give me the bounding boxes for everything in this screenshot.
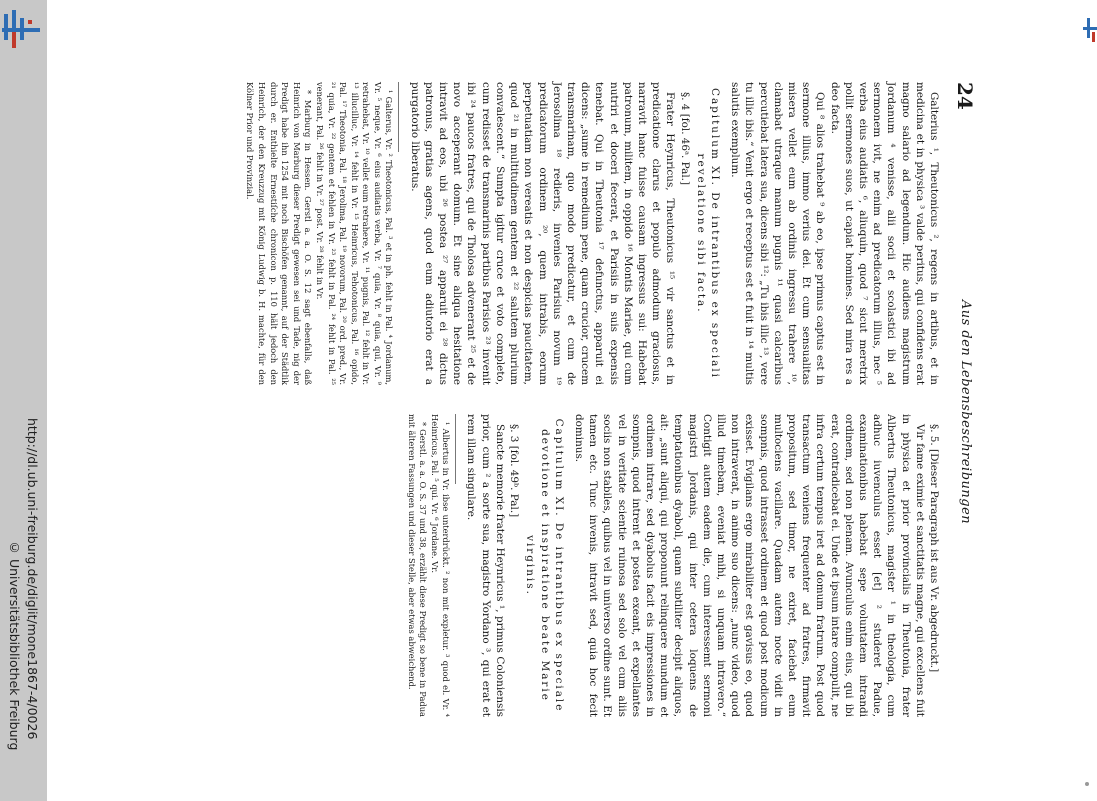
footnote: ¹ Albertus in Vr. ibse unterdrückt. ² non mit expletur. ³ quod el. Vr. ⁴ Heinricus, Pal. ⁵ qui. Vr. ⁶ Jordane. Vr. (429, 414, 452, 717)
chapter-heading: Capitulum XI. De intrantibus ex speciali revelatione sibi facta. (694, 88, 721, 379)
left-column (244, 82, 941, 385)
scanned-page-area (147, 82, 977, 722)
viewer-sidebar (0, 0, 47, 801)
footnote: * Marburg in Hessen. Gerstl a. a. O. S. 12 sagt ebenfalls, daß Heinrich von Marburg dieser Predigt gewesen sei und Tade, nig der Predigt habe ihn 1254 mit noch Bischöfen genannt, auf der Städtlik durch er. Enthielte Ernestiſche chronicon p. 110 hält jedoch den Heinrich, der den Kreuzzug mit König Ludwig b. H. machte, für den Kölner Prior und Provinzial. (245, 82, 314, 385)
section-reference: §. 3 [fol. 49ᵇ. Pal.] (508, 424, 521, 518)
section-reference: §. 4 [fol. 46ᵃ. Pal.] (678, 92, 691, 186)
section-reference: §. 5. [Dieser Paragraph ist aus Vr. abgedruckt.] (928, 424, 940, 673)
page-number: 24 (953, 82, 977, 110)
scanned-page (147, 82, 977, 722)
paragraph: Vir fame eximie et sanctitatis magne, qui excellens fuit in physica et prior provincialis in Theutonia, frater Albertus Theutonicus, magister ¹ in theologia, cum adhuc iuvenculus esset [et] ² studeret Padue, examinationibus habebat sepe voluntatem intrandi ordinem, sed non plenam. Avunculus enim eius, qui ibi erat, contradicebat ei. Unde et ipsum intare compulit, ne infra certum tempus iret ad domum fratrum. Post quod transactum veniens frequenter ad fratres, firmavit propositum, sed timor, ne exiret, faciebat eum multociens vacillare. Quadam autem nocte vidit in sompnis, quod intrasset ordinem et quod post modicum exisset. Evigilans ergo mirabiliter est gavisus eo, quod non intraverat, in animo suo dicens: „nunc video, quod illud timebam, eveniat mihi, si unquam intravero.“ Contigit autem eadem die, cum interessemt sermoni magistri Jordanis, qui inter cetera loquens de temptationibus dyaboli, quam subtiliter decipit aliquos, ait: „sunt aliqui, qui proponunt relinquere mundum et ordinem intrare, sed dyabolus facit eis impressiones in sompnis, quod intrent et postea exeant, et expellantes vel in veritate scientie ruinosa sed solo vel cum aliis sociis non stabiles, quibus vel in universo ordine sunt. Et tamen etc. Tunc invenis, intravit sed, quia hoc fecit dominus. (572, 414, 926, 717)
right-column (405, 414, 941, 717)
footnote: ¹ Galterus, Vr. ² Theotonicus, Pal. ³ et in ph. fehlt in Pal. ⁴ Jordanum, Vr. ⁵ neque, Vr. ⁶ eius audiatis verba, Vr. ⁷ quia, Vr. ⁸ quia, qui, Vr. ⁹ retrahebat, Vr. ¹⁰ vellet eum retrahere, Vr. ¹¹ pugnis, Pal. ¹² fehlt in Vr. ¹³ illucilluc, Vr. ¹⁴ fehlt in Vr. ¹⁵ Heinricus, Tehotonicus, Pal. ¹⁶ opido, Pal. ¹⁷ Theotonia, Pal. ¹⁸ Jerolima, Pal. ¹⁹ novorum, Pal. ²⁰ ord. pred., Vr. ²¹ quia, Vr. ²² gentem et fehlen in Vr. ²³ fehlt in Pal. ²⁴ fehlt in Pal. ²⁵ venerant, Pal. ²⁶ fehlt in Vr. ²⁷ post. Vr. ²⁸ fehlt in Vr. (314, 82, 395, 385)
paragraph: Frater Heynricus, Theutonicus ¹⁵ vir sanctus et in predicatione clarus et populo admodum graciosus, narravit hanc fuisse causam ingressus sui: Habebat patronum, militem, in oppido ¹⁶ Montis Mariae, qui cum nutriri et doceri fecerat, et Parisiis in suis expensis tenebat. Qui in Theutonia ¹⁷ defunctus, apparuit ei dicens: „sume in remedium pene, quam crucior, crucem transmarinam, quo modo predicatur, et cum de Jerosolima ¹⁸ redieris, invenies Parisius novum ¹⁹ predicatorum ordinem ²⁰, quem intrabis, eorum perpetuatiam non vereatis et non despicias paucitatem, quod ²¹ in multitudinem gentem et ²² salutem plurium convalescent.“ Sumpta igitur cruce et voto completo, cum redisset de transmarinis partibus Parisios ²³ invenit ibi ²⁴ paucos fratres, qui de Tholosa advenerant ²⁵ et de novo acceperant domum. Et sine aliqua hesitatione intravit ad eos, ubi ²⁶ postea ²⁷ apparuit ei ²⁸ dictus patronus, gratias agens, quod eum adiutorio erat a purgatorio liberatus. (408, 82, 677, 385)
document-url[interactable]: http://dl.ub.uni-freiburg.de/diglit/mone1867-4/0026 (25, 418, 40, 740)
ub-freiburg-logo-icon[interactable] (2, 10, 42, 50)
footnote: * Gerstl. a. a. O. S. 37 und 38, erzählt diese Predigt so bene in Padua mit älteren Fassungen und dieser Stelle, aber etwas abweichend. (406, 414, 429, 717)
page-edge-mark-icon (1083, 780, 1091, 788)
footnote-divider (455, 414, 456, 484)
paragraph: Galterius ¹, Theutonicus ², regens in artibus, et in medicina et in physica ³ valde peritus, qui confidens erat magno salario ad legendum. Hic audiens magistrum Jordanum ⁴ venisse, alii socii et scolastici ibi ad sermonem ivit, ne enim ad predicatorum illius, nec ⁵ verba eius audiatis ⁶, aliuquin, quod ⁷ sicut meretrix pollit sermones suos, ut capiat homines. Sed mira res a deo facta. (828, 82, 940, 385)
running-head: Aus den Lebensbeschreibungen (958, 299, 973, 525)
chapter-heading: Capitulum XI. De intrantibus ex speciale devotione et inspiratione beate Marie virginis. (524, 418, 565, 713)
copyright-notice: © Universitätsbibliothek Freiburg (7, 540, 22, 751)
paragraph: Qui ⁸ alios trahebat ⁹ ab eo, ipse primus captus est in sermone illius, immo verius dei. Et cum sensualitas misera vellet eum ab ordinis ingressu trahere ¹⁰, clamabat utraque manum pugnis ¹¹ quasi calcaribus percutiebat latera sua, dicens sibi ¹²: „Tu ibis illic ¹³, vere tu illic ibis.“ Venit ergo et receptus est et fuit in ¹⁴ multis salutis exemplum. (729, 82, 827, 385)
right-edge-logo-icon (1083, 18, 1097, 46)
footnote-divider (398, 82, 399, 152)
paragraph: Sancte memorie frater Heynricus ¹, primus Coloniensis prior, cum ² a sorte sua, magistro Yordano ³, qui erat et rem illam singulare. (465, 414, 506, 717)
